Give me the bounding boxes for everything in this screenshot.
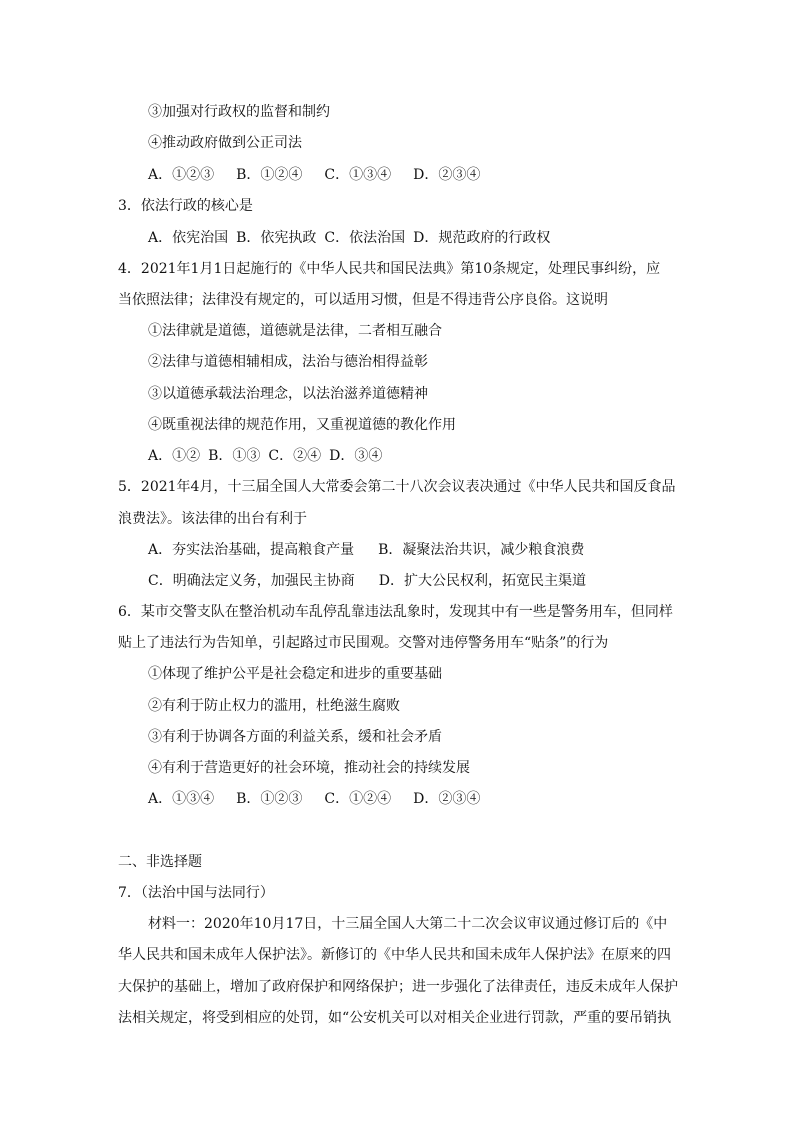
q3-stem: 3．依法行政的核心是 [118,198,253,214]
q6-options [148,789,480,809]
q4-options [148,446,382,466]
q5-option-d: D．扩大公民权利，拓宽民主渠道 [378,573,586,589]
q5-option-b: B．凝聚法治共识，减少粮食浪费 [378,542,585,558]
q2-option-b: B．①②④ [236,167,303,183]
q6-option-d: D．②③④ [413,791,481,807]
q3-option-d: D．规范政府的行政权 [413,230,551,246]
q2-options [148,165,480,185]
q5-option-a: A．夯实法治基础，提高粮食产量 [148,542,355,558]
q7-material-line-1: 材料一：2020年10月17日，十三届全国人大第二十二次会议审议通过修订后的《中 [148,916,668,932]
q6-option-b: B．①②③ [236,791,303,807]
q6-item-1: ①体现了维护公平是社会稳定和进步的重要基础 [148,666,442,682]
q4-item-2: ②法律与道德相辅相成，法治与德治相得益彰 [148,354,428,370]
q6-option-c: C．①②④ [324,791,392,807]
q3-option-c: C．依法治国 [324,230,406,246]
q2-option-d: D．②③④ [413,167,481,183]
q4-item-1: ①法律就是道德，道德就是法律，二者相互融合 [148,323,442,339]
q7-material-line-4: 法相关规定，将受到相应的处罚，如“公安机关可以对相关企业进行罚款，严重的要吊销执 [118,1010,672,1026]
q4-option-b: B．①③ [208,448,261,464]
q6-stem-line-2: 贴上了违法行为告知单，引起路过市民围观。交警对违停警务用车“贴条”的行为 [118,635,609,651]
q7-material-line-3: 大保护的基础上，增加了政府保护和网络保护；进一步强化了法律责任，违反未成年人保护 [118,979,678,995]
q4-stem-line-2: 当依照法律；法律没有规定的，可以适用习惯，但是不得违背公序良俗。这说明 [118,292,608,308]
q2-option-a: A．①②③ [148,167,215,183]
q7-material-line-2: 华人民共和国未成年人保护法》。新修订的《中华人民共和国未成年人保护法》在原来的四 [118,947,671,963]
q5-options-row-2 [148,571,586,591]
q6-stem-line-1: 6．某市交警支队在整治机动车乱停乱靠违法乱象时，发现其中有一些是警务用车，但同样 [118,604,673,620]
q6-option-a: A．①③④ [148,791,215,807]
q4-option-a: A．①② [148,448,201,464]
q5-stem-line-2: 浪费法》。该法律的出台有利于 [118,511,307,527]
q4-item-4: ④既重视法律的规范作用，又重视道德的教化作用 [148,417,456,433]
q4-option-d: D．③④ [329,448,383,464]
q2-item-4: ④推动政府做到公正司法 [148,135,302,151]
q4-stem-line-1: 4．2021年1月1日起施行的《中华人民共和国民法典》第10条规定，处理民事纠纷，应 [118,261,661,277]
q5-options-row-1 [148,540,584,560]
q4-item-3: ③以道德承载法治理念，以法治滋养道德精神 [148,386,428,402]
q7-title: 7．（法治中国与法同行） [118,885,274,901]
q4-option-c: C．②④ [268,448,322,464]
q2-option-c: C．①③④ [324,167,392,183]
section-heading: 二、非选择题 [118,854,202,870]
q6-item-4: ④有利于营造更好的社会环境，推动社会的持续发展 [148,760,470,776]
q5-stem-line-1: 5．2021年4月，十三届全国人大常委会第二十八次会议表决通过《中华人民共和国反食品 [118,479,676,495]
q3-option-b: B．依宪执政 [236,230,317,246]
q3-options [148,228,550,248]
q5-option-c: C．明确法定义务，加强民主协商 [148,573,355,589]
q6-item-2: ②有利于防止权力的滥用，杜绝滋生腐败 [148,698,400,714]
q3-option-a: A．依宪治国 [148,230,229,246]
q2-item-3: ③加强对行政权的监督和制约 [148,104,330,120]
q6-item-3: ③有利于协调各方面的利益关系，缓和社会矛盾 [148,729,442,745]
